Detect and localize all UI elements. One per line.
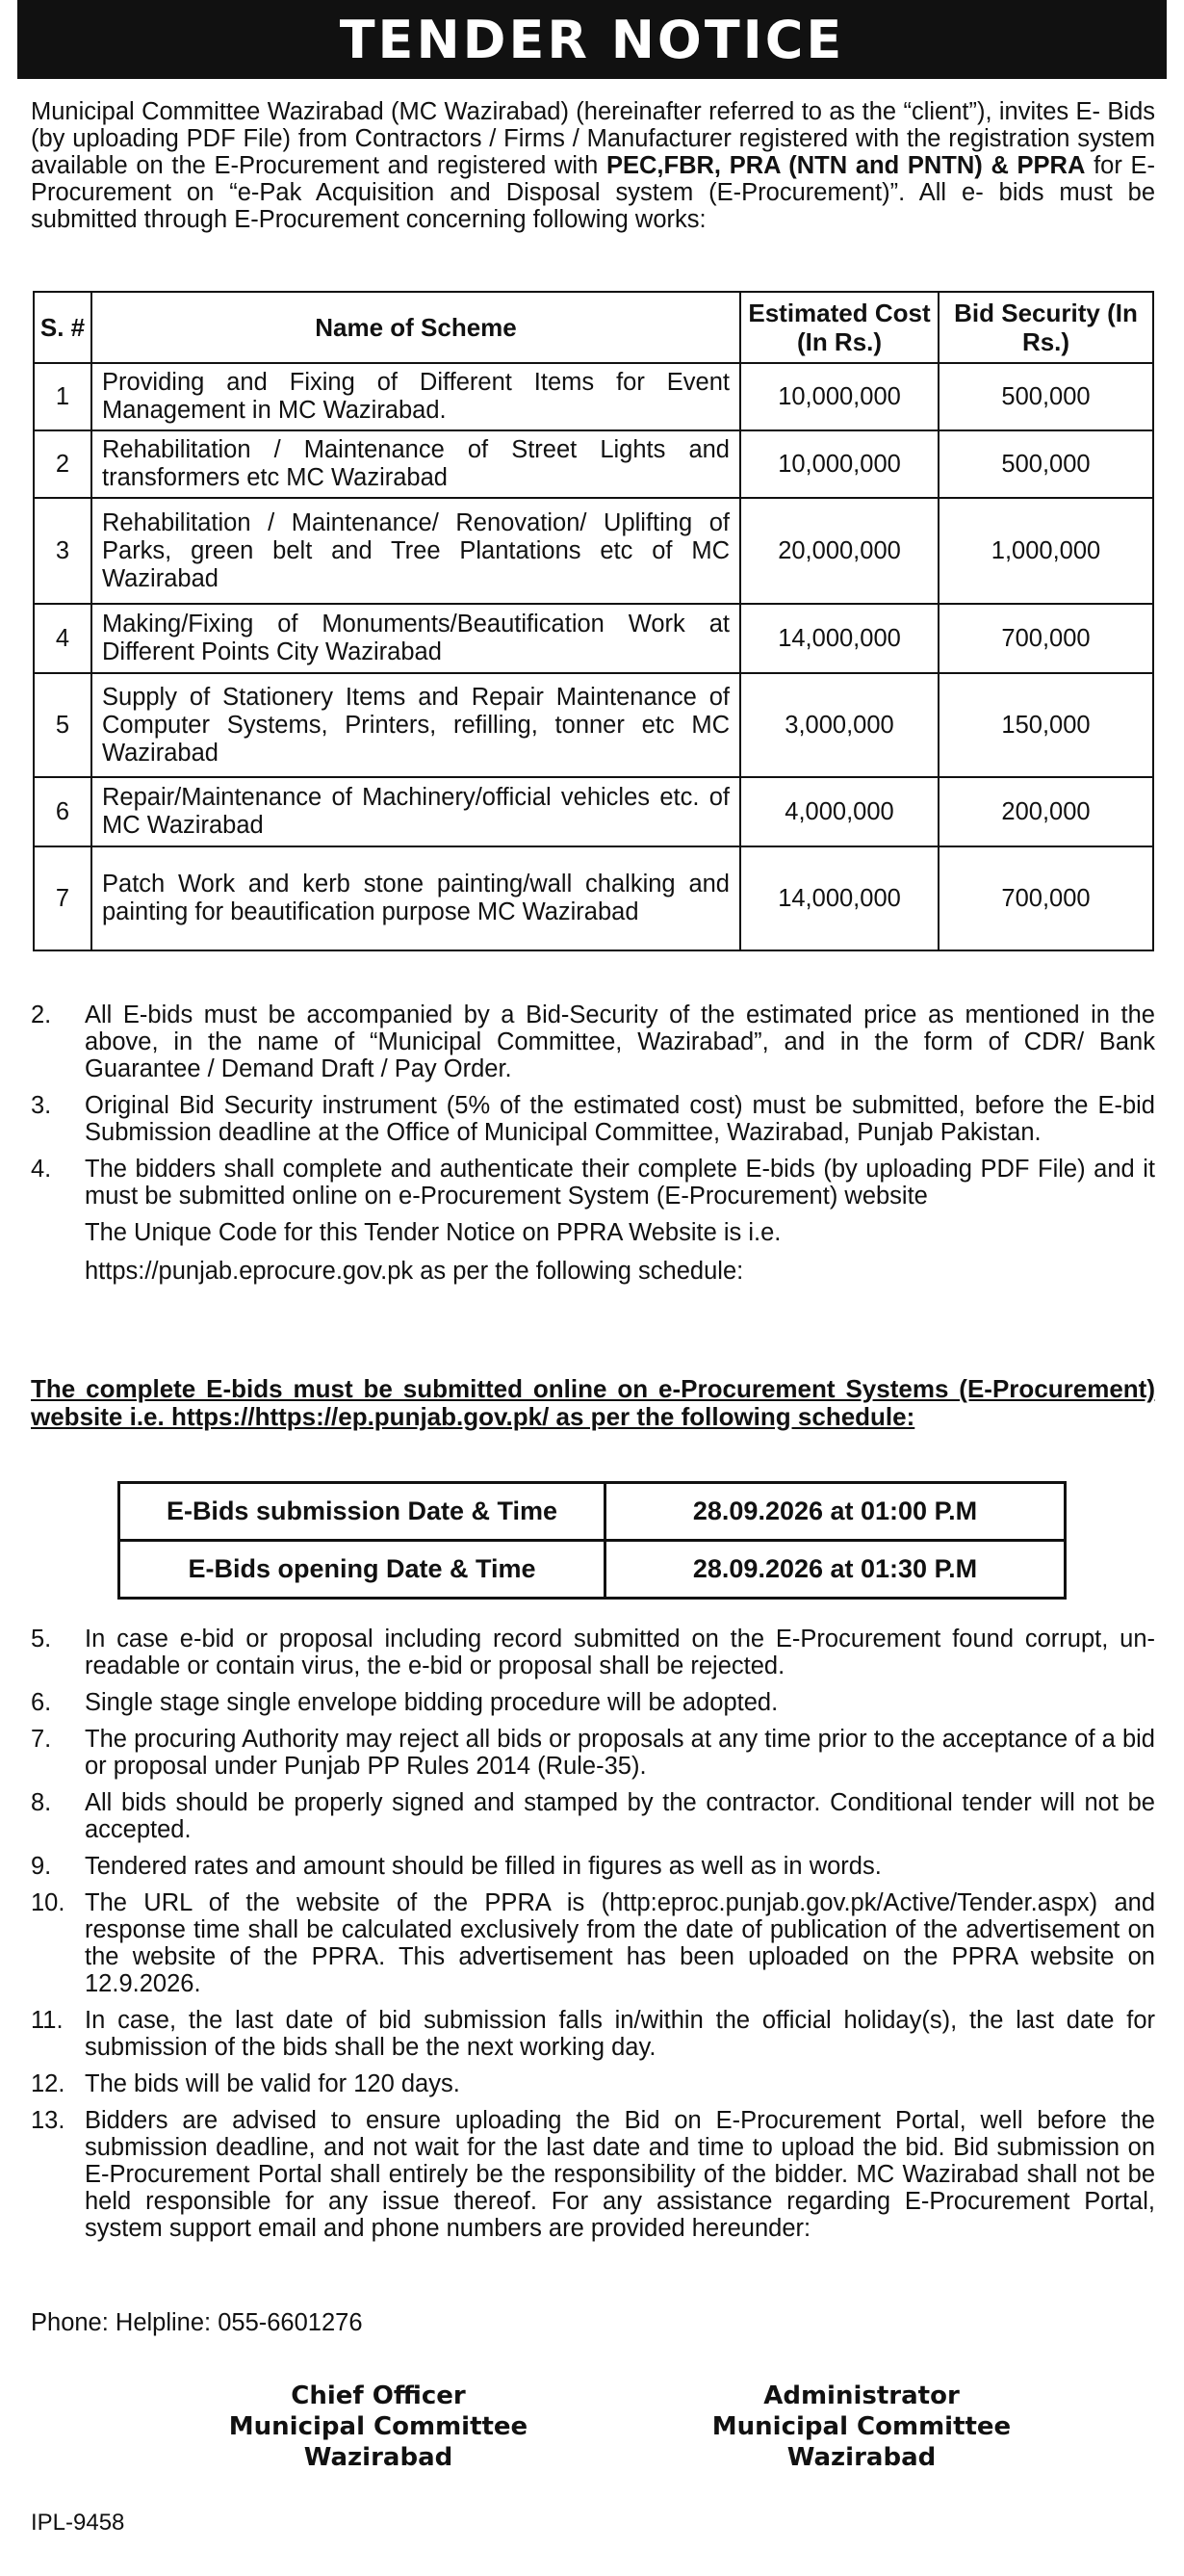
table-row [34, 430, 1153, 498]
row-security: 500,000 [939, 363, 1153, 430]
item-text: Bidders are advised to ensure uploading the Bid on E-Procurement Portal, well before the submission deadline, and not wait for the last date and time to upload the bid. Bid submission on E-Procurement Portal shall entirely be the responsibility of the bidder. MC Wazirabad shall not be held responsible for any issue thereof. For any assistance regarding E-Procurement Portal, system support email and phone numbers are provided hereunder: [85, 2107, 1155, 2242]
row-serial: 7 [34, 846, 91, 950]
row-scheme: Supply of Stationery Items and Repair Maintenance of Computer Systems, Printers, refilling, tonner etc MC Wazirabad [91, 673, 740, 777]
row-security: 150,000 [939, 673, 1153, 777]
row-scheme: Rehabilitation / Maintenance of Street Lights and transformers etc MC Wazirabad [91, 430, 740, 498]
row-scheme: Making/Fixing of Monuments/Beautification Work at Different Points City Wazirabad [91, 604, 740, 673]
row-security: 1,000,000 [939, 498, 1153, 604]
schedule-label: E-Bids submission Date & Time [119, 1483, 605, 1541]
row-scheme: Rehabilitation / Maintenance/ Renovation/ Uplifting of Parks, green belt and Tree Plantations etc of MC Wazirabad [91, 498, 740, 604]
row-cost: 14,000,000 [740, 846, 939, 950]
unique-code-line: The Unique Code for this Tender Notice on PPRA Website is i.e. [85, 1219, 782, 1246]
row-cost: 20,000,000 [740, 498, 939, 604]
list-item [31, 2107, 1155, 2242]
intro-paragraph [31, 98, 1155, 233]
schedule-row [119, 1541, 1066, 1599]
signatory-administrator [645, 2381, 1078, 2473]
table-row [34, 673, 1153, 777]
row-security: 700,000 [939, 604, 1153, 673]
list-item [31, 1889, 1155, 1997]
schedule-value: 28.09.2026 at 01:30 P.M [605, 1541, 1066, 1599]
item-text: The bids will be valid for 120 days. [85, 2070, 460, 2097]
title-banner [17, 0, 1167, 79]
table-row [34, 846, 1153, 950]
works-table-header [34, 292, 1153, 363]
item-text: Tendered rates and amount should be filled in figures as well as in words. [85, 1853, 882, 1880]
signatory-title: Administrator [763, 2381, 960, 2410]
row-serial: 3 [34, 498, 91, 604]
list-item [31, 1853, 1155, 1880]
unique-code-url: https://punjab.eprocure.gov.pk as per the following schedule: [85, 1258, 744, 1285]
header-cost: Estimated Cost (In Rs.) [740, 292, 939, 363]
row-security: 700,000 [939, 846, 1153, 950]
item-number: 7. [31, 1726, 52, 1753]
row-cost: 4,000,000 [740, 777, 939, 846]
intro-text-1: Municipal Committee Wazirabad (MC Wazirabad) (hereinafter referred to as the “client”), invites E- Bids (by uploading PDF File) from Contractors / Firms / Manufacturer registered with the registration system available on the E-Procurement and registered with [31, 98, 1155, 179]
intro-registration-bold: PEC,FBR, PRA (NTN and PNTN) & PPRA [606, 152, 1086, 179]
row-serial: 2 [34, 430, 91, 498]
schedule-label: E-Bids opening Date & Time [119, 1541, 605, 1599]
row-scheme: Patch Work and kerb stone painting/wall chalking and painting for beautification purpose MC Wazirabad [91, 846, 740, 950]
terms-list-b [31, 1626, 1155, 2251]
item-text: The bidders shall complete and authenticate their complete E-bids (by uploading PDF File) and it must be submitted online on e-Procurement System (E-Procurement) website [85, 1156, 1155, 1210]
table-row [34, 498, 1153, 604]
list-item [31, 1092, 1155, 1146]
item-text: In case e-bid or proposal including record submitted on the E-Procurement found corrupt, un-readable or contain virus, the e-bid or proposal shall be rejected. [85, 1626, 1155, 1679]
item-text: All bids should be properly signed and stamped by the contractor. Conditional tender will not be accepted. [85, 1789, 1155, 1843]
row-serial: 5 [34, 673, 91, 777]
item-text: Original Bid Security instrument (5% of the estimated cost) must be submitted, before the E-bid Submission deadline at the Office of Municipal Committee, Wazirabad, Punjab Pakistan. [85, 1092, 1155, 1146]
schedule-row [119, 1483, 1066, 1541]
item-text: Single stage single envelope bidding procedure will be adopted. [85, 1689, 779, 1716]
schedule-heading: The complete E-bids must be submitted online on e-Procurement Systems (E-Procurement) website i.e. https://https://ep.punjab.gov.pk/ as per the following schedule: [31, 1374, 1155, 1431]
row-cost: 10,000,000 [740, 363, 939, 430]
header-security: Bid Security (In Rs.) [939, 292, 1153, 363]
signatory-org: Municipal Committee [228, 2412, 528, 2441]
schedule-value: 28.09.2026 at 01:00 P.M [605, 1483, 1066, 1541]
item-number: 2. [31, 1002, 52, 1028]
row-cost: 14,000,000 [740, 604, 939, 673]
item-number: 11. [31, 2007, 64, 2034]
list-item [31, 2007, 1155, 2061]
item-number: 3. [31, 1092, 52, 1119]
row-scheme: Repair/Maintenance of Machinery/official vehicles etc. of MC Wazirabad [91, 777, 740, 846]
row-serial: 4 [34, 604, 91, 673]
signatory-title: Chief Officer [291, 2381, 466, 2410]
intro-text-2: for E-Procurement on “e-Pak Acquisition and Disposal system (E-Procurement)”. All e- bids must be submitted through E-Procurement concerning following works: [31, 152, 1156, 233]
item-text: The procuring Authority may reject all bids or proposals at any time prior to the acceptance of a bid or proposal under Punjab PP Rules 2014 (Rule-35). [85, 1726, 1155, 1780]
row-serial: 1 [34, 363, 91, 430]
list-item [31, 1789, 1155, 1843]
signatory-chief-officer [162, 2381, 595, 2473]
helpline-phone: Phone: Helpline: 055-6601276 [31, 2309, 363, 2336]
table-row [34, 604, 1153, 673]
item-number: 13. [31, 2107, 65, 2134]
row-serial: 6 [34, 777, 91, 846]
item-number: 4. [31, 1156, 52, 1183]
header-scheme: Name of Scheme [91, 292, 740, 363]
list-item [31, 2070, 1155, 2097]
item-number: 9. [31, 1853, 52, 1880]
signatory-place: Wazirabad [303, 2443, 453, 2472]
row-cost: 10,000,000 [740, 430, 939, 498]
item-text: The URL of the website of the PPRA is (http:eproc.punjab.gov.pk/Active/Tender.aspx) and response time shall be calculated exclusively from the date of publication of the advertisement on the website of the PPRA. This advertisement has been uploaded on the PPRA website on 12.9.2026. [85, 1889, 1155, 1997]
list-item [31, 1689, 1155, 1716]
signatory-place: Wazirabad [786, 2443, 937, 2472]
item-text: In case, the last date of bid submission falls in/within the official holiday(s), the last date for submission of the bids shall be the next working day. [85, 2007, 1155, 2061]
row-security: 200,000 [939, 777, 1153, 846]
header-serial: S. # [34, 292, 91, 363]
item-number: 6. [31, 1689, 52, 1716]
list-item [31, 1726, 1155, 1780]
terms-list-a [31, 1002, 1155, 1296]
item-number: 5. [31, 1626, 52, 1652]
list-item [31, 1156, 1155, 1210]
ipl-code: IPL-9458 [31, 2510, 125, 2536]
item-number: 10. [31, 1889, 65, 1916]
row-security: 500,000 [939, 430, 1153, 498]
item-text: All E-bids must be accompanied by a Bid-Security of the estimated price as mentioned in the above, in the name of “Municipal Committee, Wazirabad”, and in the form of CDR/ Bank Guarantee / Demand Draft / Pay Order. [85, 1002, 1155, 1082]
page-title: TENDER NOTICE [339, 9, 845, 70]
item-number: 8. [31, 1789, 52, 1816]
works-table [33, 291, 1154, 951]
signatory-org: Municipal Committee [711, 2412, 1012, 2441]
row-scheme: Providing and Fixing of Different Items for Event Management in MC Wazirabad. [91, 363, 740, 430]
table-row [34, 777, 1153, 846]
item-number: 12. [31, 2070, 65, 2097]
schedule-table [117, 1481, 1067, 1600]
row-cost: 3,000,000 [740, 673, 939, 777]
list-item [31, 1002, 1155, 1082]
table-row [34, 363, 1153, 430]
list-item [31, 1626, 1155, 1679]
